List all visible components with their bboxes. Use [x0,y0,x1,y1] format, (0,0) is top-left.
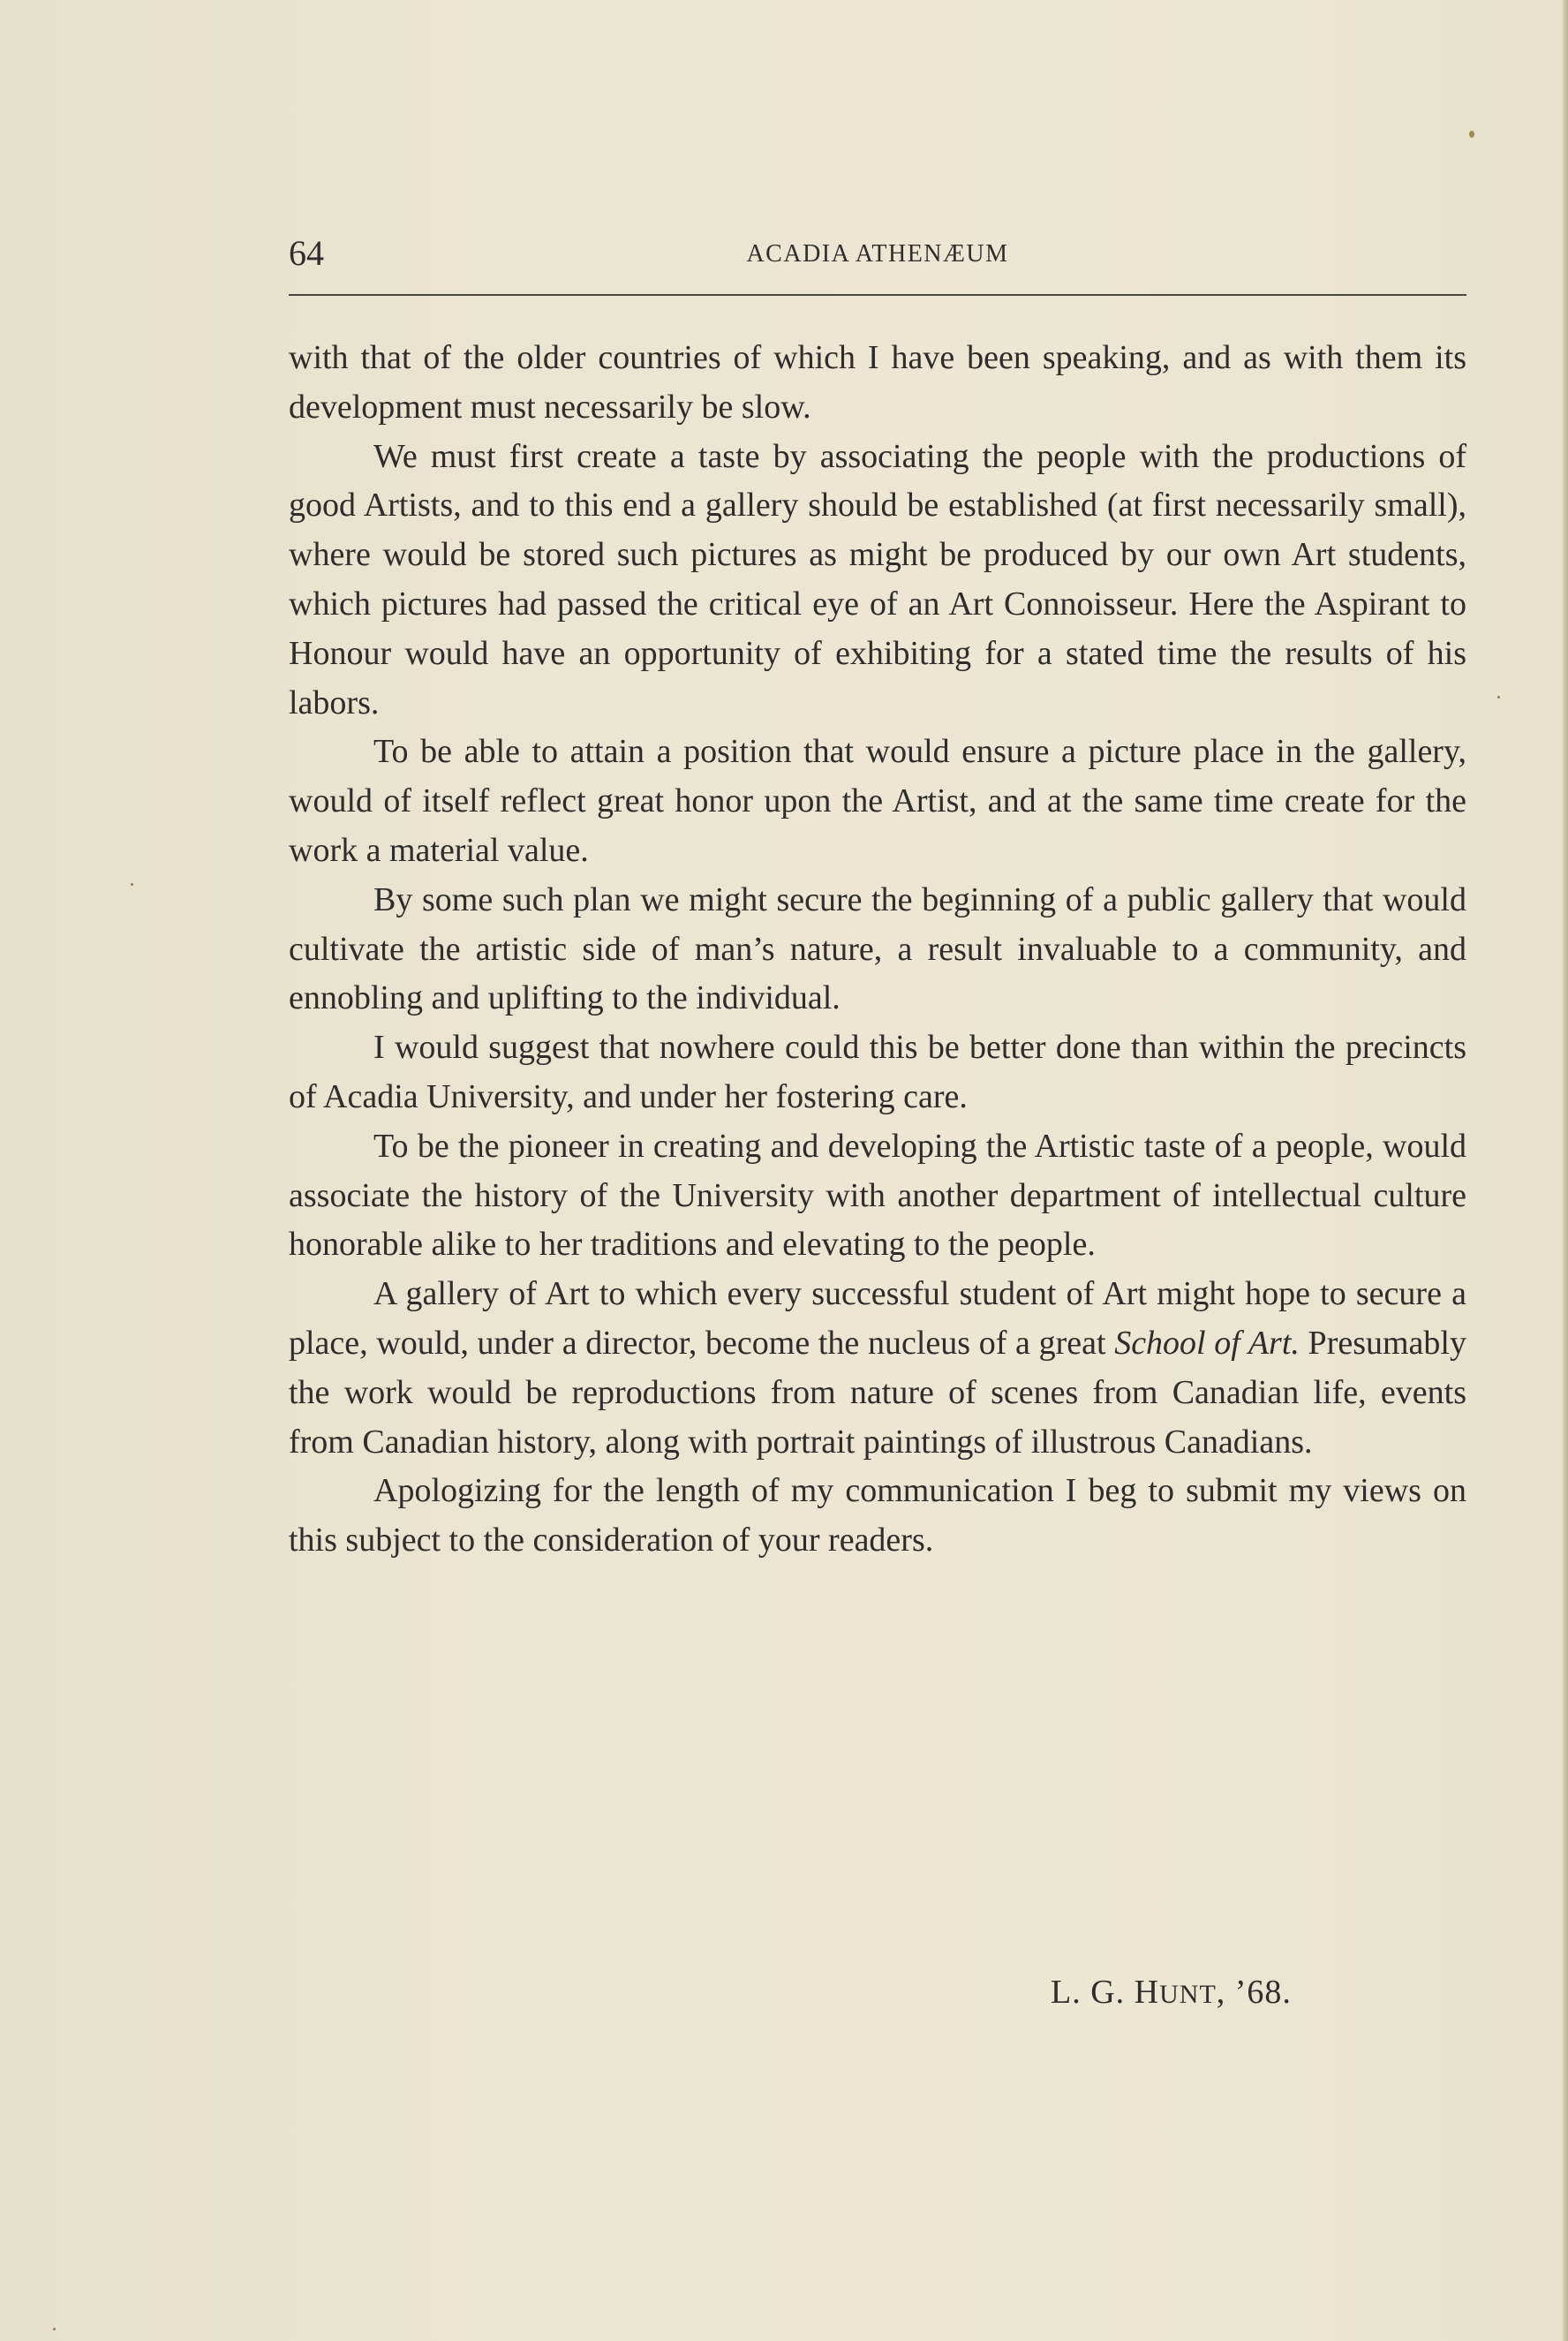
paper-speck [1469,131,1474,138]
paragraph-6: To be the pioneer in creating and developing the Artistic taste of a people, would associate the history of the University with another department of intellectual culture honorable alike to her traditions and elevating to the people. [289,1127,1466,1264]
page-header [289,231,1466,276]
signature-initials: L. G. H [1051,1974,1160,2011]
paragraph-1: with that of the older countries of which I have been speaking, and as with them its development must necessarily be slow. [289,339,1466,426]
italic-school-of-art: School of Art. [1114,1324,1300,1362]
header-rule [289,294,1466,296]
paper-speck [131,883,133,886]
page-edge [1563,0,1568,2341]
paragraph-4: By some such plan we might secure the beginning of a public gallery that would cultivate the artistic side of man’s nature, a result invaluable to a community, and ennobling and uplifting to the individual. [289,880,1466,1017]
signature-surname-small-caps: UNT [1159,1980,1217,2009]
paragraph-8: Apologizing for the length of my communication I beg to submit my views on this subject to the consideration of your readers. [289,1472,1466,1559]
paragraph-2: We must first create a taste by associating the people with the productions of good Artists, and to this end a gallery should be established (at first necessarily small), where would be stored such pictures as might be produced by our own Art students, which pictures had passed the critical eye of an Art Connoisseur. Here the Aspirant to Honour would have an opportunity of exhibiting for a stated time the results of his labors. [289,437,1466,721]
author-signature [1051,1967,1292,2020]
paragraph-3: To be able to attain a position that would ensure a picture place in the gallery, would of itself reflect great honor upon the Artist, and at the same time create for the work a material value. [289,733,1466,869]
paragraph-7-text-b: Presumably the work would be reproductions from nature of scenes from Canadian life, events from Canadian history, along with portrait paintings of illustrous Canadians. [289,1324,1466,1461]
paragraph-5: I would suggest that nowhere could this be better done than within the precincts of Acadia University, and under her fostering care. [289,1029,1466,1115]
page-number: 64 [289,233,324,273]
paragraph-7 [289,1270,1466,1467]
article-body [289,334,1466,1566]
signature-year: , ’68. [1216,1974,1292,2011]
paper-speck [53,2328,56,2330]
paragraph-7-text-a: A gallery of Art to which every successful student of Art might hope to secure a place, would, under a director, become the nucleus of a great [289,1275,1466,1362]
paper-speck [1497,696,1500,699]
running-head: ACADIA ATHENÆUM [746,240,1009,268]
